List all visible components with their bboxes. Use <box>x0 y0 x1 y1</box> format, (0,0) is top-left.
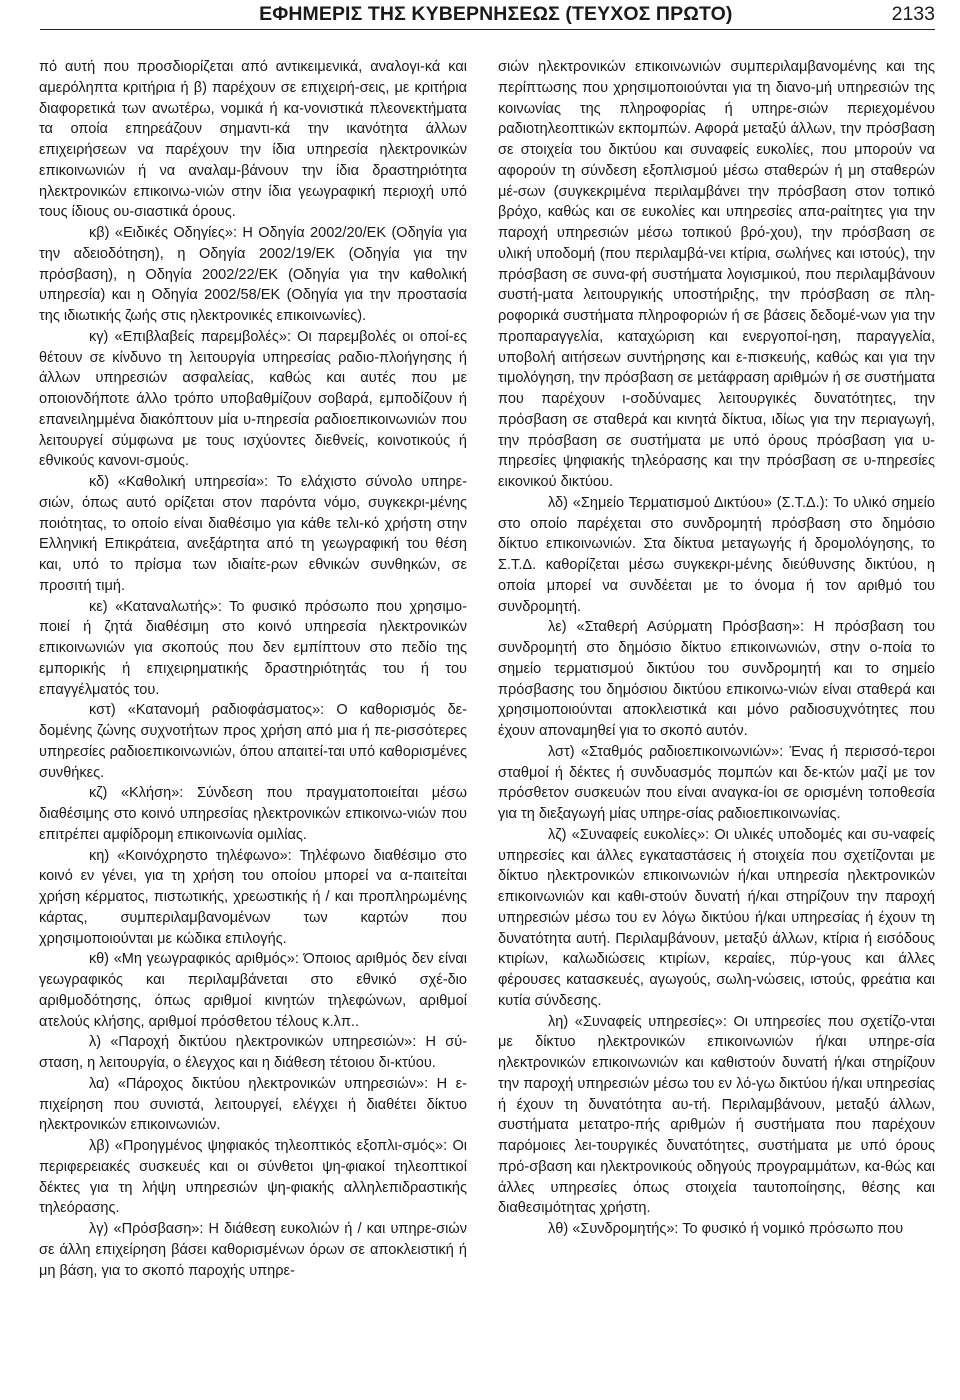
definition-kh: κη) «Κοινόχρηστο τηλέφωνο»: Τηλέφωνο διαθέσιμο στο κοινό εν γένει, για τη χρήση του οποίου μπορεί να α-παιτείται χρήση κέρματος, πιστωτικής, χρεωστικής ή / και προπληρωμένης κάρτας, συμπεριλαμβανομένων των καρτών που χρησιμοποιούνται με κώδικα επιλογής. <box>39 847 467 947</box>
definition-ke: κε) «Καταναλωτής»: Το φυσικό πρόσωπο που χρησιμο-ποιεί ή ζητά διαθέσιμη στο κοινό υπηρεσία ηλεκτρονικών επικοινωνιών για σκοπούς που δεν εμπίπτουν στο πεδίο της εμπορικής ή επιχειρηματικής δραστηριότητάς του ή του επαγγέλματός του. <box>39 598 467 698</box>
definition-lh: λη) «Συναφείς υπηρεσίες»: Οι υπηρεσίες που σχετίζο-νται με δίκτυο ηλεκτρονικών επικοινωνιών ή/και υπηρε-σία ηλεκτρονικών επικοινωνιών και καθιστούν δυνατή ή/και στηρίζουν την παροχή υπηρεσιών μέσω του εν λό-γω δικτύου ή/και υπηρεσίας ή έχουν τη δυνατότητα αυ-τή. Περιλαμβάνουν, μεταξύ άλλων, συστήματα μετατρο-πής αριθμών ή συστήματα που παρέχουν παρόμοιες λει-τουργικές δυνατότητες, συστήματα με υπό όρους πρό-σβαση και ηλεκτρονικούς οδηγούς προγραμμάτων, κα-θώς και άλλες υπηρεσίες όπως στοιχεία ταυτοποίησης, θέσης και διαθεσιμότητας χρήστη. <box>498 1013 935 1217</box>
gazette-title: ΕΦΗΜΕΡΙΣ ΤΗΣ ΚΥΒΕΡΝΗΣΕΩΣ (ΤΕΥΧΟΣ ΠΡΩΤΟ) <box>259 3 733 25</box>
definition-lg: λγ) «Πρόσβαση»: Η διάθεση ευκολιών ή / και υπηρε-σιών σε άλλη επιχείρηση βάσει καθορισμένων όρων σε αποκλειστική ή μη βάση, για το σκοπό παροχής υπηρε- <box>39 1221 467 1279</box>
paragraph-continuation: πό αυτή που προσδιορίζεται από αντικειμενικά, αναλογι-κά και αμερόληπτα κριτήρια ή β) παρέχουν σε επιχειρή-σεις, με κριτήρια διαφορετικά των ανωτέρω, νομικά ή κα-νονιστικά πλεονεκτήματα τα οποία επηρεάζουν σημαντι-κά την ικανότητα άλλων επιχειρήσεων να παρέχουν την ίδια υπηρεσία ηλεκτρονικών επικοινωνιών ή να αναλαμ-βάνουν την ίδια δραστηριότητα ηλεκτρονικών επικοινω-νιών στην ίδια γεωγραφική περιοχή υπό τους ίδιους ου-σιαστικά όρους. <box>39 59 467 221</box>
right-column <box>498 57 935 1240</box>
definition-lst: λστ) «Σταθμός ραδιοεπικοινωνιών»: Ένας ή περισσό-τεροι σταθμοί ή δέκτες ή συνδυασμός πομπών και δε-κτών μαζί με τον πρόσθετον συσκευών που είναι αναγκα-ίοι σε ορισμένη τοποθεσία για τη διεξαγωγή μίας υπηρε-σίας ραδιοεπικοινωνίας. <box>498 743 935 822</box>
definition-kg: κγ) «Επιβλαβείς παρεμβολές»: Οι παρεμβολές οι οποί-ες θέτουν σε κίνδυνο τη λειτουργία υπηρεσίας ραδιο-πλοήγησης ή άλλων υπηρεσιών ασφαλείας, καθώς και αυτές που με οποιονδήποτε άλλο τρόπο υποβαθμίζουν σοβαρά, εμποδίζουν ή επανειλημμένα διακόπτουν μία υ-πηρεσία ραδιοεπικοινωνιών που λειτουργεί σύμφωνα με τους ισχύοντες διεθνείς, κοινοτικούς ή εθνικούς κανονι-σμούς. <box>39 328 467 470</box>
definition-lth: λθ) «Συνδρομητής»: Το φυσικό ή νομικό πρόσωπο που <box>548 1221 904 1237</box>
page-number: 2133 <box>891 3 935 25</box>
page-header <box>40 0 935 30</box>
definition-lb: λβ) «Προηγμένος ψηφιακός τηλεοπτικός εξοπλι-σμός»: Οι περιφερειακές συσκευές και οι σύνθετοι ψη-φιακοί τηλεοπτικοί δέκτες για τη λήψη υπηρεσιών ψη-φιακής αλληλεπιδραστικής τηλεόρασης. <box>39 1138 467 1217</box>
definition-kb: κβ) «Ειδικές Οδηγίες»: Η Οδηγία 2002/20/ΕΚ (Οδηγία για την αδειοδότηση), η Οδηγία 2002/19/ΕΚ (Οδηγία για την πρόσβαση), η Οδηγία 2002/22/ΕΚ (Οδηγία για την καθολική υπηρεσία) και η Οδηγία 2002/58/ΕΚ (Οδηγία για την προστασία της ιδιωτικής ζωής στις ηλεκτρονικές επικοινωνίες). <box>39 225 467 324</box>
paragraph-continuation-right: σιών ηλεκτρονικών επικοινωνιών συμπεριλαμβανομένης και της περίπτωσης που χρησιμοποιούνται για τη διανο-μή υπηρεσιών της κοινωνίας της πληροφορίας ή υπηρε-σιών περιεχομένου ραδιοτηλεοπτικών εκπομπών. Αφορά μεταξύ άλλων, την πρόσβαση σε στοιχεία του δικτύου και συναφείς ευκολίες, που μπορούν να αφορούν τη σύνδεση εξοπλισμού μέσω σταθερών ή μη σταθερών μέ-σων (συγκεκριμένα περιλαμβάνει την πρόσβαση στον τοπικό βρόχο, καθώς και σε ευκολίες και υπηρεσίες απα-ραίτητες για την παροχή υπηρεσιών μέσω τοπικού βρό-χου), την πρόσβαση σε υλική υποδομή (που περιλαμβά-νει κτίρια, σωλήνες και ιστούς), την πρόσβαση σε συνα-φή συστήματα λογισμικού, που περιλαμβάνουν συστή-ματα λειτουργικής υποστήριξης, την πρόσβαση σε πλη-ροφορικά συστήματα πληροφοριών ή σε βάσεις δεδομέ-νων για την προπαραγγελία, καταχώριση και ενεργοποί-ηση, παραγγελία, υποβολή αιτήσεων συντήρησης και ε-πισκευής, καθώς και για την τιμολόγηση, την πρόσβαση σε μετάφραση αριθμών ή σε συστήματα που παρέχουν ι-σοδύναμες λειτουργικές δυνατότητες, την πρόσβαση σε σταθερά και κινητά δίκτυα, ιδίως για την περιαγωγή, την πρόσβαση σε συστήματα με υπό όρους πρόσβαση για υ-πηρεσίες ψηφιακής τηλεόρασης και την πρόσβαση σε υ-πηρεσίες εικονικού δικτύου. <box>498 59 935 490</box>
left-column <box>39 57 467 1281</box>
definition-kst: κστ) «Κατανομή ραδιοφάσματος»: Ο καθορισμός δε-δομένης ζώνης συχνοτήτων προς χρήση από μια ή πε-ρισσότερες υπηρεσίες ραδιοεπικοινωνιών, όπου απαιτεί-ται υπό καθορισμένες συνθήκες. <box>39 702 467 781</box>
definition-lz: λζ) «Συναφείς ευκολίες»: Οι υλικές υποδομές και συ-ναφείς υπηρεσίες και άλλες εγκαταστάσεις ή στοιχεία που σχετίζονται με δίκτυο ηλεκτρονικών επικοινωνιών ή/και υπηρεσία ηλεκτρονικών επικοινωνιών και καθι-στούν δυνατή ή/και στηρίζουν την παροχή υπηρεσιών μέσω του εν λόγω δικτύου ή/και υπηρεσίας ή έχουν τη δυνατότητα αυτή. Περιλαμβάνουν, μεταξύ άλλων, κτίρια ή εισόδους κτιρίων, καλωδιώσεις κτιρίων, κεραίες, πύρ-γους και άλλες φέρουσες κατασκευές, αγωγούς, σωλη-νώσεις, ιστούς, φρεάτια και κυτία σύνδεσης. <box>498 826 935 1009</box>
definition-ld: λδ) «Σημείο Τερματισμού Δικτύου» (Σ.Τ.Δ.): Το υλικό σημείο στο οποίο παρέχεται στο συνδρομητή πρόσβαση στο δημόσιο δίκτυο επικοινωνιών. Στα δίκτυα μεταγωγής ή δρομολόγησης, το Σ.Τ.Δ. καθορίζεται μέσω συγκεκρι-μένης διεύθυνσης δικτύου, η οποία μπορεί να συνδέεται με το όνομα ή τον αριθμό του συνδρομητή. <box>498 494 935 615</box>
definition-kth: κθ) «Μη γεωγραφικός αριθμός»: Όποιος αριθμός δεν είναι γεωγραφικός και περιλαμβάνεται στο εθνικό σχέ-διο αριθμοδότησης, όπως αριθμοί κινητών τηλεφώνων, αριθμοί ατελούς κλήσης, αριθμοί πρόσθετου τέλους κ.λπ.. <box>39 951 467 1030</box>
definition-kz: κζ) «Κλήση»: Σύνδεση που πραγματοποιείται μέσω διαθέσιμης στο κοινό υπηρεσίας ηλεκτρονικών επικοινω-νιών που επιτρέπει αμφίδρομη επικοινωνία ομιλίας. <box>39 785 467 843</box>
definition-l: λ) «Παροχή δικτύου ηλεκτρονικών υπηρεσιών»: Η σύ-σταση, η λειτουργία, ο έλεγχος και η διάθεση τέτοιου δι-κτύου. <box>39 1034 467 1071</box>
definition-le: λε) «Σταθερή Ασύρματη Πρόσβαση»: Η πρόσβαση του συνδρομητή στο δημόσιο δίκτυο επικοινωνιών, στην ο-ποία το σημείο τερματισμού δικτύου του συνδρομητή και το σημείο πρόσβασης του δημόσιου δικτύου επικοινω-νιών είναι σταθερά και χρησιμοποιούνται αποκλειστικά και μόνο ραδιοσυχνότητες που έχουν αποναμηθεί για το σκοπό αυτόν. <box>498 619 935 739</box>
definition-kd: κδ) «Καθολική υπηρεσία»: Το ελάχιστο σύνολο υπηρε-σιών, όπως αυτό ορίζεται στον παρόντα νόμο, συγκεκρι-μένης ποιότητας, το οποίο είναι διαθέσιμο για κάθε τελι-κό χρήστη στην Ελληνική Επικράτεια, ανεξάρτητα από τη γεωγραφική του θέση και, υπό το πρίσμα των ιδιαίτε-ρων εθνικών συνθηκών, σε προσιτή τιμή. <box>39 474 467 594</box>
definition-la: λα) «Πάροχος δικτύου ηλεκτρονικών υπηρεσιών»: Η ε-πιχείρηση που συνιστά, λειτουργεί, ελέγχει ή διαθέτει δίκτυο ηλεκτρονικών επικοινωνιών. <box>39 1075 467 1134</box>
